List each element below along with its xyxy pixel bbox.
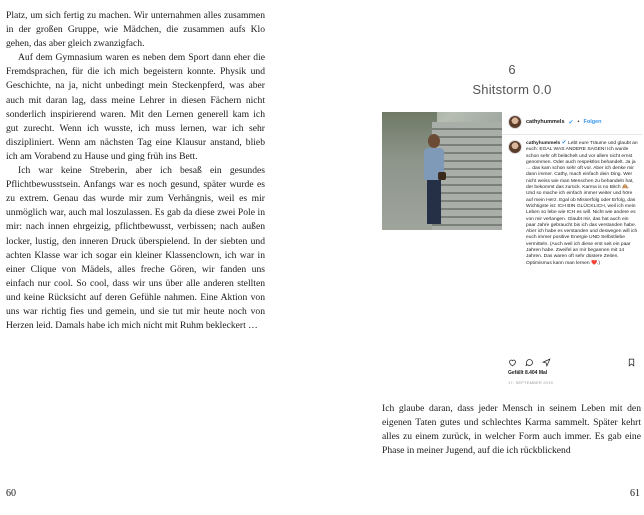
right-page (322, 0, 644, 515)
follow-button: Folgen (583, 119, 602, 125)
heart-icon (508, 358, 517, 367)
verified-badge-icon: ✔ (561, 140, 567, 146)
chapter-title: Shitstorm 0.0 (472, 82, 552, 97)
post-photo (382, 112, 502, 230)
post-actions (508, 356, 636, 368)
post-header (508, 114, 642, 130)
left-page-text (6, 9, 265, 333)
divider (502, 134, 642, 135)
comment-icon (525, 358, 534, 367)
post-username: cathyhummels (526, 119, 565, 125)
post-date: 17. SEPTEMBER 2019 (508, 380, 553, 385)
right-page-text (382, 402, 641, 458)
instagram-post-screenshot (382, 112, 642, 394)
page-number: 60 (6, 488, 16, 499)
paragraph: Auf dem Gymnasium waren es neben dem Sport dann eher die Fremdsprachen, für die ich mich begeistern konnte. Physik und Geschichte, na ja, nicht unbedingt mein Steckenpferd, was aber auch mit daran lag, dass meine Lehrer in diesen Fächern nicht sonderlich inspirierend waren. Mit den Lernen generell kam ich gut zurecht. Wenn ich wusste, ich muss lernen, war ich sehr diszipliniert. Wenn am nächsten Tag eine Klausur anstand, blieb ich am Vorabend zu Hause und ging früh ins Bett. (6, 52, 265, 162)
bookmark-icon (627, 358, 636, 367)
paragraph: Ich war keine Streberin, aber ich besaß ein gesundes Pflichtbewusstsein. Anfangs war es noch gesund, später wurde es zu extrem. Genau das wurde mir zum Verhängnis, weil es mir unmöglich war, auch mal loszulassen. Es gab da diese zwei Pole in mir: nach innen ehrgeizig, pflichtbewusst, verbissen; nach außen locker, lustig, den inneren Druck überspielend. In der siebten und achten Klasse war ich sogar ein kleiner Klassenclown, ich war in einer Clique von Mädels, alles freche Gören, wir fanden uns einfach nur cool. So cool, dass wir uns über alle anderen stellten und keine Rücksicht auf deren Gefühle nahmen. Eine Aktion von uns war richtig fies und gemein, und sie tut mir heute noch von Herzen leid. Damals habe ich mich nicht mit Ruhm bekleckert … (6, 165, 265, 332)
avatar (508, 140, 522, 154)
share-icon (542, 358, 551, 367)
verified-badge-icon: ✔ (568, 119, 574, 126)
chapter-number: 6 (508, 62, 516, 77)
post-sidebar (502, 112, 642, 394)
likes-count: Gefällt 8.404 Mal (508, 370, 548, 376)
separator: • (577, 119, 580, 125)
paragraph: Ich glaube daran, dass jeder Mensch in seinem Leben mit den eigenen Taten gutes und schlechtes Karma sammelt. Später kehrt alles zu einem zurück, in welcher Form auch immer. Es gab eine Phase in meiner Jugend, auf die ich rückblickend (382, 403, 641, 457)
caption-text: Lebt eure Träume und glaubt an euch: EGAL WAS ANDERE SAGEN! Ich wurde schon sehr oft belächelt und vor allem nicht ernst genommen. Oder auch respektlos behandelt. Ja ja … das kam schon sehr oft vor. Aber ich denke mir dann immer. Cathy, mach einfach dein Ding. Wer nicht weiss wie man Menschen zu behandeln hat, der bekommt das zurück. Karma is no Bitch 🙈. Und so mache ich einfach immer weiter und höre auf mein Herz. Egal ob Misserfolg oder Erfolg, das Wichtigste ist: ICH BIN GLÜCKLICH, weil ich mein Leben so lebe wie ICH es will. Nicht wie andere es von mir verlangen. Glaubt mir, das hat auch ein paar Jahre gebraucht bis ich das verstanden habe. Aber ich habe es verstanden und deswegen will ich euch immer positive Energie UND Selbstliebe vermitteln. (Auch weil ich diese erst seit ein paar Jahren habe. Zweifel an mir begannen mit 14 Jahren. Das waren oft sehr düstere Zeiten. Optimismus kann man lernen ❤️.) (526, 141, 638, 266)
page-number: 61 (630, 488, 640, 499)
caption-comment (508, 140, 638, 267)
caption-username: cathyhummels (526, 141, 561, 146)
paragraph: Platz, um sich fertig zu machen. Wir unternahmen alles zusammen in der großen Gruppe, wie Mädchen, die zusammen aufs Klo gehen, das aber gleich zwanzigfach. (6, 10, 265, 50)
photo-person (422, 134, 446, 226)
caption-body (526, 140, 638, 267)
avatar (508, 115, 522, 129)
